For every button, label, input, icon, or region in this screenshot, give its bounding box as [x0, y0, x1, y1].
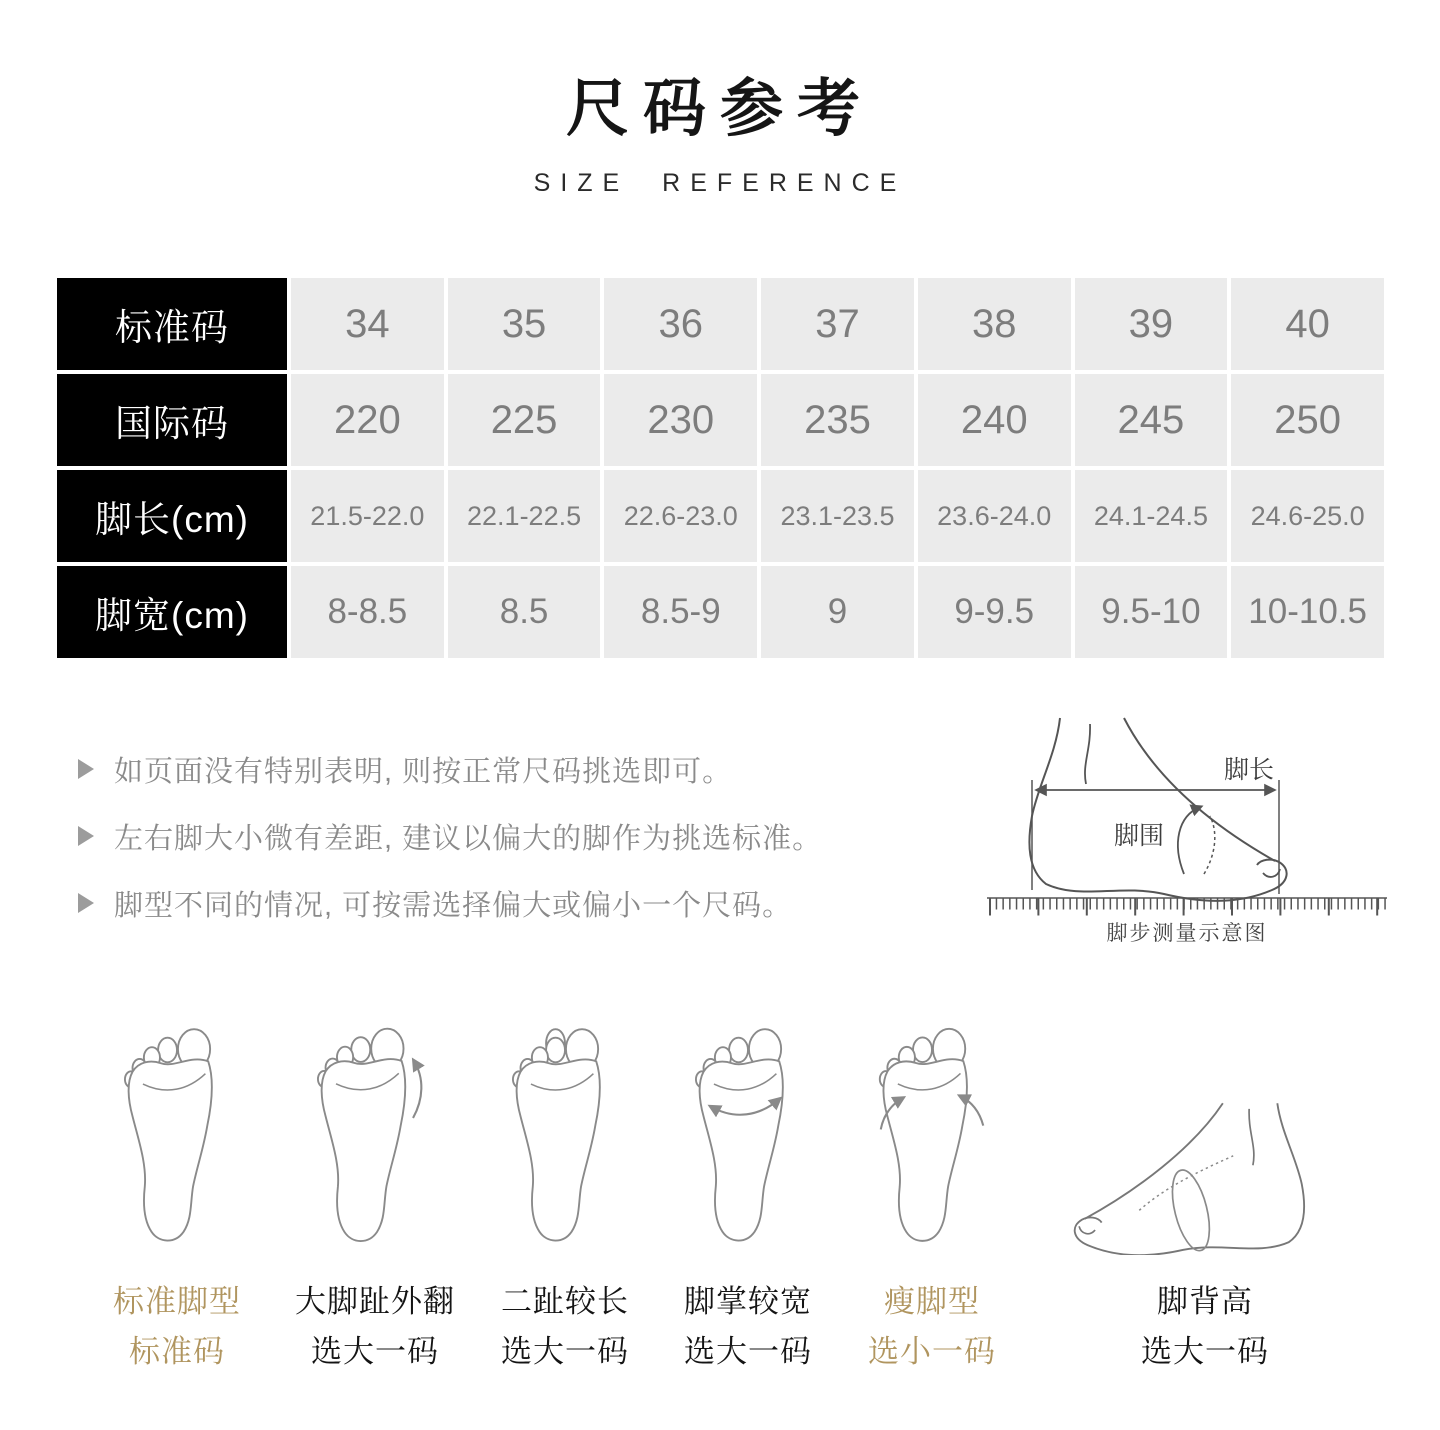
foot-type-caption: 二趾较长 选大一码	[501, 1284, 629, 1369]
table-cell: 250	[1231, 374, 1384, 466]
table-cell: 8.5-9	[604, 566, 757, 658]
diagram-foot-girth-label: 脚围	[1114, 822, 1165, 850]
foot-side-sketch	[972, 712, 1404, 950]
table-cell: 9.5-10	[1075, 566, 1228, 658]
note-text: 左右脚大小微有差距, 建议以偏大的脚作为挑选标准。	[114, 823, 823, 855]
table-cell: 8-8.5	[291, 566, 444, 658]
footprint-slim-icon	[827, 1015, 1037, 1255]
table-cell: 23.1-23.5	[761, 470, 914, 562]
foot-type-caption: 脚背高 选大一码	[1141, 1284, 1269, 1369]
table-cell: 23.6-24.0	[918, 470, 1071, 562]
diagram-caption: 脚步测量示意图	[1106, 922, 1268, 945]
table-cell: 220	[291, 374, 444, 466]
foot-type-standard	[72, 1015, 282, 1377]
table-cell: 24.1-24.5	[1075, 470, 1228, 562]
row-header-foot-length: 脚长(cm)	[57, 470, 287, 562]
table-cell: 8.5	[448, 566, 601, 658]
table-cell: 9	[761, 566, 914, 658]
fitting-notes	[78, 752, 822, 953]
footprint-long-toe-icon	[460, 1015, 670, 1255]
foot-type-caption: 脚掌较宽 选大一码	[684, 1284, 812, 1369]
table-cell: 240	[918, 374, 1071, 466]
table-cell: 39	[1075, 278, 1228, 370]
footprint-wide-icon	[643, 1015, 853, 1255]
table-cell: 225	[448, 374, 601, 466]
note-item	[78, 752, 822, 792]
title-block	[0, 58, 1440, 198]
note-item	[78, 886, 822, 926]
foot-measure-diagram	[972, 712, 1404, 955]
table-cell: 34	[291, 278, 444, 370]
footprint-bunion-icon	[270, 1015, 480, 1255]
note-text: 脚型不同的情况, 可按需选择偏大或偏小一个尺码。	[114, 890, 793, 922]
diagram-foot-length-label: 脚长	[1224, 756, 1275, 784]
page-subtitle: SIZE REFERENCE	[533, 169, 907, 197]
foot-type-long-second-toe	[460, 1015, 670, 1377]
foot-type-wide	[643, 1015, 853, 1377]
foot-type-caption: 瘦脚型 选小一码	[868, 1284, 996, 1369]
table-cell: 35	[448, 278, 601, 370]
note-text: 如页面没有特别表明, 则按正常尺码挑选即可。	[114, 756, 733, 788]
table-cell: 40	[1231, 278, 1384, 370]
triangle-right-icon	[78, 759, 94, 779]
table-cell: 22.6-23.0	[604, 470, 757, 562]
table-cell: 22.1-22.5	[448, 470, 601, 562]
foot-type-high-instep	[1035, 1015, 1375, 1377]
note-item	[78, 819, 822, 859]
table-cell: 235	[761, 374, 914, 466]
foot-type-caption: 大脚趾外翻 选大一码	[295, 1284, 455, 1369]
foot-type-slim	[827, 1015, 1037, 1377]
table-cell: 21.5-22.0	[291, 470, 444, 562]
footprint-standard-icon	[72, 1015, 282, 1255]
foot-type-bunion	[270, 1015, 480, 1377]
table-cell: 38	[918, 278, 1071, 370]
table-cell: 10-10.5	[1231, 566, 1384, 658]
foot-type-caption: 标准脚型 标准码	[113, 1284, 241, 1369]
row-header-international-size: 国际码	[57, 374, 287, 466]
table-cell: 36	[604, 278, 757, 370]
page-title: 尺码参考	[566, 74, 874, 144]
table-cell: 9-9.5	[918, 566, 1071, 658]
size-reference-table	[57, 278, 1384, 658]
table-cell: 37	[761, 278, 914, 370]
foot-side-high-instep-icon	[1035, 1015, 1375, 1255]
triangle-right-icon	[78, 826, 94, 846]
table-cell: 245	[1075, 374, 1228, 466]
row-header-foot-width: 脚宽(cm)	[57, 566, 287, 658]
table-cell: 230	[604, 374, 757, 466]
row-header-standard-size: 标准码	[57, 278, 287, 370]
table-cell: 24.6-25.0	[1231, 470, 1384, 562]
triangle-right-icon	[78, 893, 94, 913]
